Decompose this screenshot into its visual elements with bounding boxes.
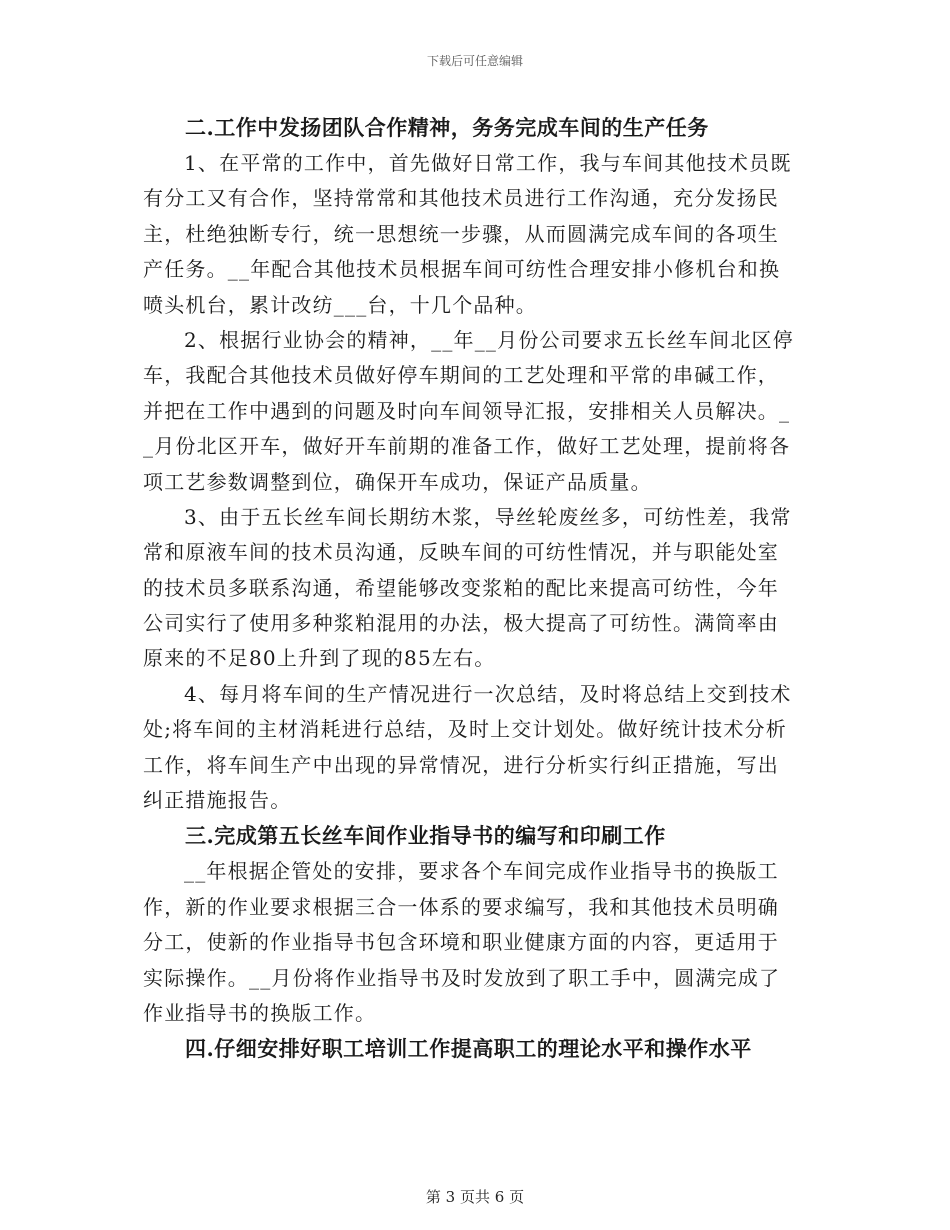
text-line: 主，杜绝独断专行，统一思想统一步骤，从而圆满完成车间的各项生 — [143, 221, 779, 246]
text-line: 纠正措施报告。 — [143, 788, 292, 813]
text-line: 产任务。__年配合其他技术员根据车间可纺性合理安排小修机台和换 — [143, 257, 781, 282]
text-line: 作业指导书的换版工作。 — [143, 1000, 377, 1025]
text-line: 原来的不足80上升到了现的85左右。 — [143, 646, 496, 671]
section-heading: 四.仔细安排好职工培训工作提高职工的理论水平和操作水平 — [185, 1036, 752, 1062]
section-heading: 二.工作中发扬团队合作精神，务务完成车间的生产任务 — [185, 115, 709, 140]
text-line: 工作，将车间生产中出现的异常情况，进行分析实行纠正措施，写出 — [143, 752, 779, 777]
text-line: 1、在平常的工作中，首先做好日常工作，我与车间其他技术员既 — [184, 151, 792, 175]
document-body — [143, 110, 807, 1067]
text-line: 2、根据行业协会的精神，__年__月份公司要求五长丝车间北区停 — [184, 327, 794, 352]
text-line: 公司实行了使用多种浆粕混用的办法，极大提高了可纺性。满筒率由 — [143, 611, 779, 636]
page-footer: 第 3 页共 6 页 — [425, 1188, 525, 1206]
text-line: __年根据企管处的安排，要求各个车间完成作业指导书的换版工 — [184, 859, 779, 884]
paragraph — [143, 146, 807, 323]
section-heading: 三.完成第五长丝车间作业指导书的编写和印刷工作 — [185, 823, 666, 849]
text-line: 的技术员多联系沟通，希望能够改变浆粕的配比来提高可纺性，今年 — [143, 575, 779, 600]
text-line: 项工艺参数调整到位，确保开车成功，保证产品质量。 — [143, 469, 652, 494]
page-header: 下载后可任意编辑 — [426, 54, 523, 68]
paragraph — [143, 500, 807, 677]
text-line: 4、每月将车间的生产情况进行一次总结，及时将总结上交到技术 — [184, 681, 792, 706]
paragraph — [143, 323, 807, 500]
text-line: 并把在工作中遇到的问题及时向车间领导汇报，安排相关人员解决。_ — [143, 398, 791, 423]
text-line: 车，我配合其他技术员做好停车期间的工艺处理和平常的串碱工作， — [143, 363, 779, 388]
text-line: 有分工又有合作，坚持常常和其他技术员进行工作沟通，充分发扬民 — [143, 186, 779, 211]
text-line: 处;将车间的主材消耗进行总结，及时上交计划处。做好统计技术分析 — [143, 717, 787, 742]
text-line: 作，新的作业要求根据三合一体系的要求编写，我和其他技术员明确 — [143, 894, 779, 919]
text-line: 常和原液车间的技术员沟通，反映车间的可纺性情况，并与职能处室 — [143, 540, 779, 565]
text-line: 3、由于五长丝车间长期纺木浆，导丝轮废丝多，可纺性差，我常 — [184, 504, 792, 529]
text-line: 分工，使新的作业指导书包含环境和职业健康方面的内容，更适用于 — [143, 930, 779, 955]
paragraph — [143, 677, 807, 819]
text-line: 喷头机台，累计改纺___台，十几个品种。 — [143, 292, 537, 317]
paragraph — [143, 854, 807, 1031]
text-line: 实际操作。__月份将作业指导书及时发放到了职工手中，圆满完成了 — [143, 965, 781, 990]
text-line: _月份北区开车，做好开车前期的准备工作，做好工艺处理，提前将各 — [143, 434, 791, 459]
